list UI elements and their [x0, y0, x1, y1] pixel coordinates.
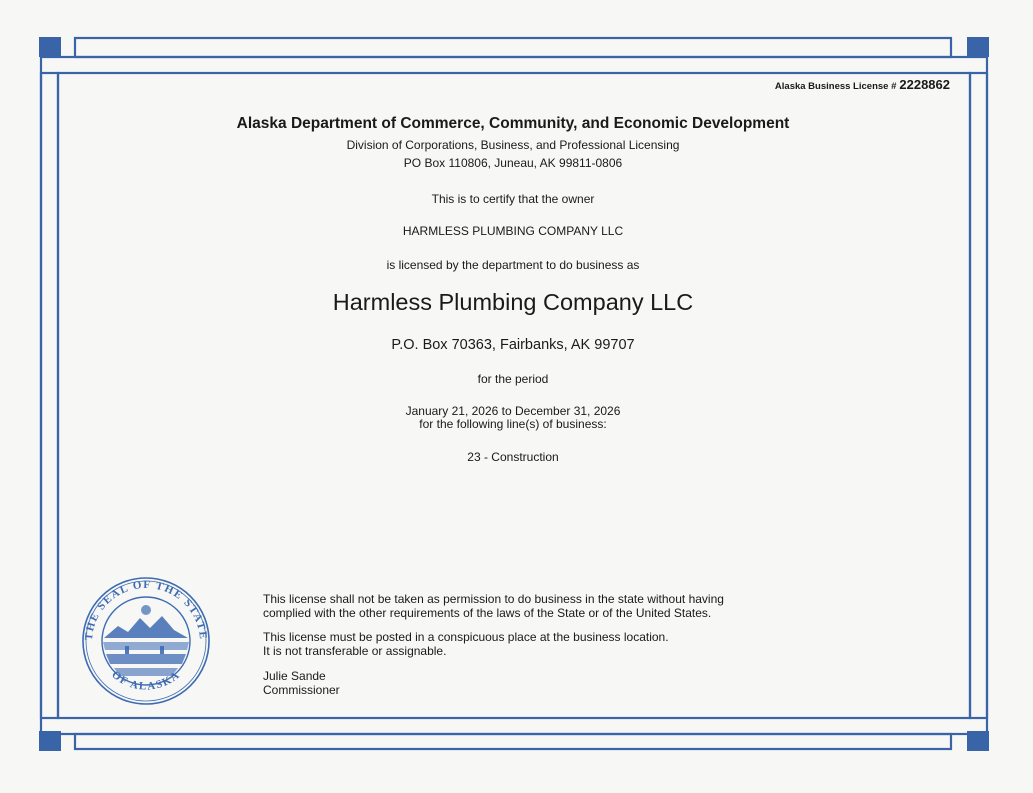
posting-line-1: This license must be posted in a conspicuous place at the business location. [263, 630, 669, 644]
seal-top-text: THE SEAL OF THE STATE [82, 578, 210, 641]
owner-name: HARMLESS PLUMBING COMPANY LLC [402, 224, 624, 238]
posting-notice [263, 630, 823, 658]
seal-bottom-text: OF ALASKA [109, 668, 183, 693]
department-title: Alaska Department of Commerce, Community, and Economic Development [236, 115, 790, 132]
permission-line-1: This license shall not be taken as permission to do business in the state without having [263, 592, 724, 606]
business-name: Harmless Plumbing Company LLC [332, 289, 694, 315]
license-number: 2228862 [899, 77, 950, 92]
lines-label: for the following line(s) of business: [419, 417, 607, 431]
period-label: for the period [477, 372, 549, 386]
license-number-line [700, 76, 950, 94]
division-name: Division of Corporations, Business, and Professional Licensing [346, 138, 680, 152]
permission-notice [263, 592, 823, 620]
signatory-block [263, 669, 563, 697]
period-dates: January 21, 2026 to December 31, 2026 [405, 404, 621, 418]
licensed-text: is licensed by the department to do business as [386, 258, 640, 272]
license-label: Alaska Business License # [774, 81, 897, 92]
issuer-address: PO Box 110806, Juneau, AK 99811-0806 [403, 156, 623, 170]
business-address: P.O. Box 70363, Fairbanks, AK 99707 [391, 337, 635, 353]
signatory-title: Commissioner [263, 683, 340, 697]
state-seal-icon [78, 576, 214, 706]
permission-line-2: complied with the other requirements of the laws of the State or of the United States. [263, 606, 712, 620]
posting-line-2: It is not transferable or assignable. [263, 644, 447, 658]
signatory-name: Julie Sande [263, 669, 326, 683]
line-of-business: 23 - Construction [467, 450, 559, 464]
certify-text: This is to certify that the owner [431, 192, 595, 206]
